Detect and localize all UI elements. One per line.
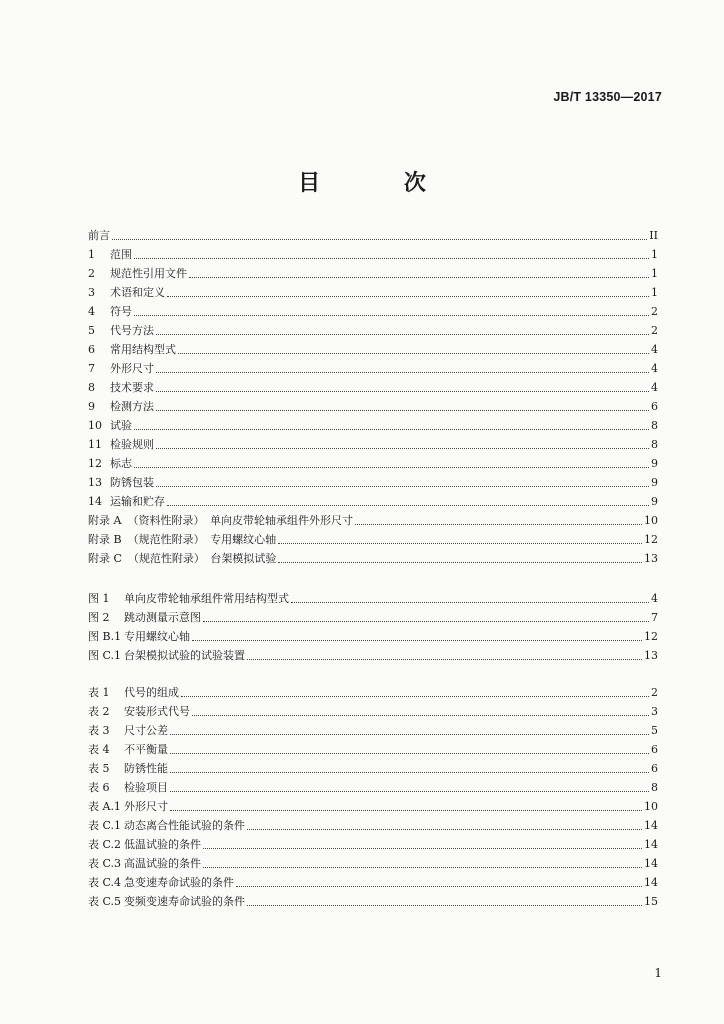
- toc-entry[interactable]: [88, 283, 658, 302]
- toc-entry-label: [88, 302, 132, 321]
- toc-entry-page: 2: [651, 686, 658, 699]
- toc-entry-text: （资料性附录） 单向皮带轮轴承组件外形尺寸: [127, 514, 353, 527]
- toc-entry-number: 图 C.1: [88, 649, 122, 662]
- toc-leader-dots: [236, 885, 642, 887]
- toc-entry-text: 技术要求: [110, 381, 154, 394]
- toc-entry-number: 表 C.1: [88, 819, 122, 832]
- toc-entry-label: [88, 816, 245, 835]
- toc-entry-page: 4: [651, 381, 658, 394]
- toc-entry-number: 附录 C: [88, 552, 122, 565]
- toc-entry-number: 表 C.3: [88, 857, 122, 870]
- toc-entry-number: 表 2: [88, 705, 110, 718]
- toc-leader-dots: [203, 620, 649, 622]
- toc-entry[interactable]: [88, 740, 658, 759]
- toc-entry-label: [88, 740, 168, 759]
- toc-entry-number: 1: [88, 248, 95, 261]
- toc-entry-label: [88, 627, 190, 646]
- toc-entry[interactable]: [88, 416, 658, 435]
- toc-entry-text: 外形尺寸: [124, 800, 168, 813]
- toc-entry-text: 跳动测量示意图: [124, 611, 201, 624]
- toc-entry[interactable]: [88, 321, 658, 340]
- toc-entry-page: 9: [651, 495, 658, 508]
- toc-leader-dots: [192, 714, 649, 716]
- toc-leader-dots: [167, 295, 649, 297]
- toc-entry-page: 14: [644, 838, 658, 851]
- toc-entry-text: 常用结构型式: [110, 343, 176, 356]
- toc-entry-number: 表 4: [88, 743, 110, 756]
- toc-entry-label: [88, 589, 289, 608]
- toc-entry[interactable]: [88, 892, 658, 911]
- toc-leader-dots: [278, 542, 642, 544]
- toc-entry-text: 低温试验的条件: [124, 838, 201, 851]
- toc-entry-label: [88, 873, 234, 892]
- toc-entry-number: 图 1: [88, 592, 110, 605]
- toc-entry-page: 2: [651, 305, 658, 318]
- toc-entry-page: 14: [644, 819, 658, 832]
- toc-entry-label: [88, 854, 201, 873]
- toc-entry-page: 14: [644, 876, 658, 889]
- toc-entry-text: 尺寸公差: [124, 724, 168, 737]
- toc-leader-dots: [156, 333, 649, 335]
- toc-leader-dots: [112, 238, 647, 240]
- toc-entry[interactable]: [88, 702, 658, 721]
- toc-entry[interactable]: [88, 683, 658, 702]
- toc-entry-text: 代号的组成: [124, 686, 179, 699]
- toc-leader-dots: [170, 752, 649, 754]
- toc-entry-page: 4: [651, 343, 658, 356]
- toc-entry[interactable]: [88, 264, 658, 283]
- toc-entry-number: 附录 B: [88, 533, 122, 546]
- toc-entry-number: 表 C.4: [88, 876, 122, 889]
- toc-entry-label: [88, 359, 154, 378]
- toc-entry-label: [88, 892, 245, 911]
- toc-entry-page: 10: [644, 800, 658, 813]
- toc-leader-dots: [134, 257, 649, 259]
- toc-entry-number: 12: [88, 457, 102, 470]
- toc-entry-label: [88, 759, 168, 778]
- page-number: 1: [654, 966, 662, 980]
- toc-entry[interactable]: [88, 549, 658, 568]
- toc-leader-dots: [178, 352, 649, 354]
- toc-entry-label: [88, 778, 168, 797]
- toc-leader-dots: [134, 314, 649, 316]
- toc-leader-dots: [247, 828, 642, 830]
- toc-leader-dots: [247, 658, 642, 660]
- toc-entry-label: [88, 378, 154, 397]
- toc-leader-dots: [170, 790, 649, 792]
- toc-entry-number: 8: [88, 381, 95, 394]
- toc-entry-label: [88, 340, 176, 359]
- toc-entry-text: 防锈性能: [124, 762, 168, 775]
- toc-entry-label: [88, 397, 154, 416]
- toc-entry-page: 3: [651, 705, 658, 718]
- toc-entry-page: 9: [651, 476, 658, 489]
- toc-entry-page: 8: [651, 781, 658, 794]
- toc-entry-label: [88, 549, 276, 568]
- toc-leader-dots: [170, 733, 649, 735]
- toc-entry[interactable]: [88, 245, 658, 264]
- toc-leader-dots: [192, 639, 642, 641]
- toc-entry-number: 6: [88, 343, 95, 356]
- toc-entry-text: 符号: [110, 305, 132, 318]
- toc-entry-page: 1: [651, 248, 658, 261]
- toc-entry-text: 检验规则: [110, 438, 154, 451]
- toc-entry[interactable]: [88, 608, 658, 627]
- toc-entry-label: [88, 321, 154, 340]
- toc-entry-label: [88, 435, 154, 454]
- toc-entry-number: 7: [88, 362, 95, 375]
- toc-entry-number: 5: [88, 324, 95, 337]
- toc-entry-text: 动态离合性能试验的条件: [124, 819, 245, 832]
- toc-entry-page: 7: [651, 611, 658, 624]
- toc-leader-dots: [291, 601, 649, 603]
- toc-entry-number: 图 2: [88, 611, 110, 624]
- toc-entry-text: 专用螺纹心轴: [124, 630, 190, 643]
- toc-entry-page: 12: [644, 630, 658, 643]
- toc-entry-page: 12: [644, 533, 658, 546]
- toc-entry-text: （规范性附录） 专用螺纹心轴: [127, 533, 277, 546]
- toc-entry-label: [88, 530, 276, 549]
- toc-entry-number: 表 C.2: [88, 838, 122, 851]
- toc-leader-dots: [156, 390, 649, 392]
- toc-entry-label: [88, 283, 165, 302]
- toc-leader-dots: [278, 561, 642, 563]
- toc-main-list: [88, 226, 658, 568]
- toc-entry[interactable]: [88, 397, 658, 416]
- toc-entry-label: [88, 226, 110, 245]
- toc-entry-number: 表 A.1: [88, 800, 121, 813]
- toc-entry-text: 不平衡量: [124, 743, 168, 756]
- toc-entry-number: 14: [88, 495, 102, 508]
- toc-entry[interactable]: [88, 627, 658, 646]
- toc-entry-text: 检验项目: [124, 781, 168, 794]
- toc-leader-dots: [156, 371, 649, 373]
- toc-entry-label: [88, 264, 187, 283]
- toc-leader-dots: [134, 466, 649, 468]
- toc-entry[interactable]: [88, 797, 658, 816]
- toc-entry-number: 表 6: [88, 781, 110, 794]
- toc-entry-page: 9: [651, 457, 658, 470]
- toc-entry-text: 标志: [110, 457, 132, 470]
- toc-leader-dots: [134, 428, 649, 430]
- toc-entry-label: [88, 721, 168, 740]
- toc-entry-text: 前言: [88, 229, 110, 242]
- toc-entry-text: （规范性附录） 台架模拟试验: [127, 552, 277, 565]
- toc-entry[interactable]: [88, 435, 658, 454]
- toc-entry[interactable]: [88, 646, 658, 665]
- standard-number: JB/T 13350—2017: [553, 90, 662, 104]
- toc-entry[interactable]: [88, 454, 658, 473]
- toc-leader-dots: [355, 523, 642, 525]
- toc-entry[interactable]: [88, 226, 658, 245]
- toc-entry-text: 规范性引用文件: [110, 267, 187, 280]
- toc-entry-label: [88, 835, 201, 854]
- toc-entry-page: 2: [651, 324, 658, 337]
- toc-entry-number: 表 5: [88, 762, 110, 775]
- toc-entry-text: 防锈包装: [110, 476, 154, 489]
- toc-entry-page: 10: [644, 514, 658, 527]
- toc-entry[interactable]: [88, 873, 658, 892]
- toc-leader-dots: [156, 485, 649, 487]
- toc-entry-number: 2: [88, 267, 95, 280]
- toc-entry-number: 10: [88, 419, 102, 432]
- toc-entry[interactable]: [88, 302, 658, 321]
- toc-entry-label: [88, 797, 168, 816]
- toc-leader-dots: [181, 695, 649, 697]
- toc-entry-page: 1: [651, 286, 658, 299]
- toc-entry-number: 表 3: [88, 724, 110, 737]
- toc-entry[interactable]: [88, 359, 658, 378]
- toc-entry-page: 13: [644, 649, 658, 662]
- toc-entry-label: [88, 683, 179, 702]
- toc-entry-page: 8: [651, 438, 658, 451]
- toc-entry-label: [88, 473, 154, 492]
- toc-entry[interactable]: [88, 854, 658, 873]
- toc-entry-text: 高温试验的条件: [124, 857, 201, 870]
- toc-entry-text: 急变速寿命试验的条件: [124, 876, 234, 889]
- toc-figures-list: [88, 589, 658, 665]
- toc-leader-dots: [156, 447, 649, 449]
- toc-entry-label: [88, 245, 132, 264]
- toc-entry-number: 附录 A: [88, 514, 122, 527]
- toc-entry-page: 6: [651, 400, 658, 413]
- toc-entry-number: 9: [88, 400, 95, 413]
- toc-entry[interactable]: [88, 378, 658, 397]
- toc-entry-number: 3: [88, 286, 95, 299]
- toc-entry-number: 13: [88, 476, 102, 489]
- toc-leader-dots: [167, 504, 649, 506]
- toc-entry-text: 单向皮带轮轴承组件常用结构型式: [124, 592, 289, 605]
- toc-leader-dots: [203, 847, 642, 849]
- toc-entry-page: 5: [651, 724, 658, 737]
- toc-entry-label: [88, 702, 190, 721]
- toc-entry-label: [88, 454, 132, 473]
- toc-leader-dots: [203, 866, 642, 868]
- toc-entry-page: 15: [644, 895, 658, 908]
- toc-entry[interactable]: [88, 759, 658, 778]
- toc-entry-page: 6: [651, 762, 658, 775]
- toc-entry-label: [88, 492, 165, 511]
- toc-entry-text: 台架模拟试验的试验装置: [124, 649, 245, 662]
- toc-entry-label: [88, 646, 245, 665]
- toc-leader-dots: [247, 904, 642, 906]
- toc-entry-page: 4: [651, 592, 658, 605]
- toc-entry-label: [88, 511, 353, 530]
- toc-entry-text: 试验: [110, 419, 132, 432]
- toc-entry-label: [88, 608, 201, 627]
- toc-entry-text: 检测方法: [110, 400, 154, 413]
- toc-entry-page: 6: [651, 743, 658, 756]
- toc-entry[interactable]: [88, 778, 658, 797]
- toc-entry-number: 表 1: [88, 686, 110, 699]
- toc-leader-dots: [156, 409, 649, 411]
- toc-entry-text: 外形尺寸: [110, 362, 154, 375]
- toc-entry-text: 变频变速寿命试验的条件: [124, 895, 245, 908]
- toc-entry[interactable]: [88, 473, 658, 492]
- toc-entry[interactable]: [88, 835, 658, 854]
- toc-leader-dots: [170, 771, 649, 773]
- toc-entry-text: 代号方法: [110, 324, 154, 337]
- toc-entry[interactable]: [88, 816, 658, 835]
- toc-entry[interactable]: [88, 340, 658, 359]
- toc-entry-text: 范围: [110, 248, 132, 261]
- toc-entry[interactable]: [88, 492, 658, 511]
- toc-entry-page: 14: [644, 857, 658, 870]
- toc-entry-number: 11: [88, 438, 102, 451]
- toc-entry-number: 表 C.5: [88, 895, 122, 908]
- toc-entry[interactable]: [88, 511, 658, 530]
- toc-entry-page: 1: [651, 267, 658, 280]
- toc-entry[interactable]: [88, 589, 658, 608]
- toc-entry-text: 安装形式代号: [124, 705, 190, 718]
- toc-entry[interactable]: [88, 530, 658, 549]
- toc-leader-dots: [189, 276, 649, 278]
- toc-entry-number: 图 B.1: [88, 630, 122, 643]
- toc-entry-text: 术语和定义: [110, 286, 165, 299]
- toc-tables-list: [88, 683, 658, 911]
- toc-entry-page: 4: [651, 362, 658, 375]
- toc-entry-page: II: [649, 229, 658, 242]
- toc-entry-page: 13: [644, 552, 658, 565]
- toc-entry-text: 运输和贮存: [110, 495, 165, 508]
- toc-entry-number: 4: [88, 305, 95, 318]
- toc-entry[interactable]: [88, 721, 658, 740]
- toc-entry-page: 8: [651, 419, 658, 432]
- toc-entry-label: [88, 416, 132, 435]
- toc-leader-dots: [170, 809, 642, 811]
- page-title: 目 次: [298, 171, 464, 196]
